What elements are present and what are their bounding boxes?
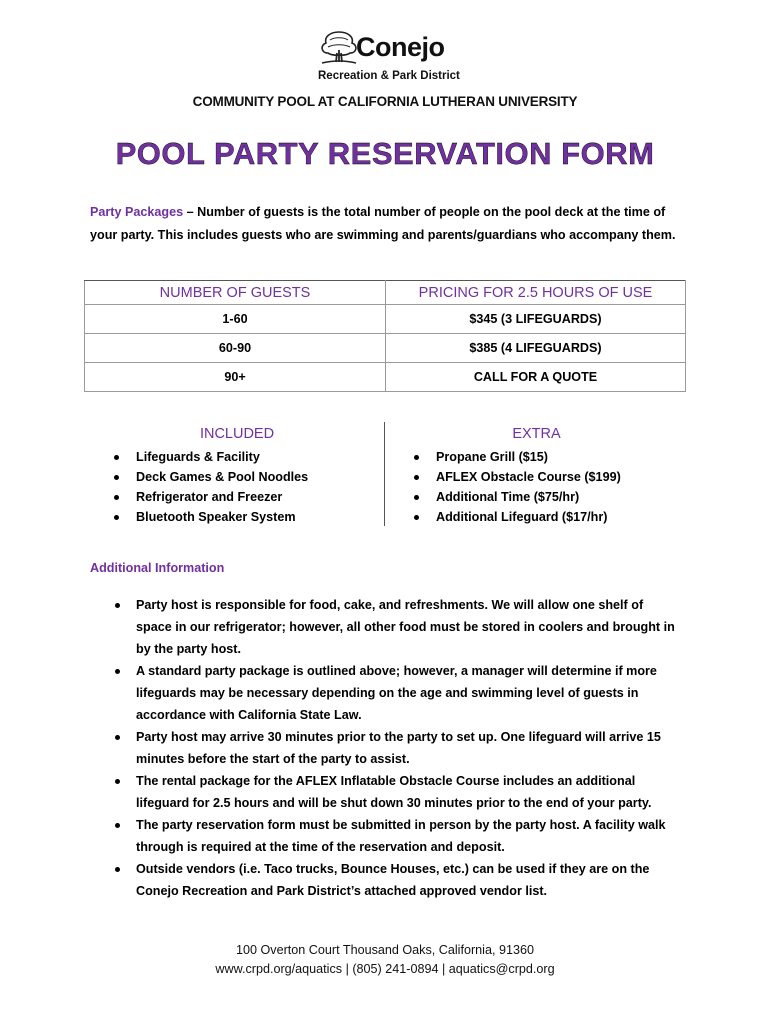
list-item: Lifeguards & Facility [110,447,308,467]
intro-paragraph [90,201,690,247]
list-item: Additional Lifeguard ($17/hr) [410,507,621,527]
included-heading: INCLUDED [199,426,275,442]
guests-cell: 1-60 [85,305,386,334]
list-item: Additional Time ($75/hr) [410,487,621,507]
table-row [85,305,686,334]
list-item: Refrigerator and Freezer [110,487,308,507]
list-item: The party reservation form must be submitted in person by the party host. A facility walk through is required at the time of the reservation and deposit. [110,814,680,858]
guests-cell: 60-90 [85,334,386,363]
pricing-table [84,280,686,392]
logo-name: Conejo [356,32,445,62]
header-guests: NUMBER OF GUESTS [85,281,386,305]
facility-title: COMMUNITY POOL AT CALIFORNIA LUTHERAN UNIVERSITY [192,94,578,109]
list-item: Outside vendors (i.e. Taco trucks, Bounce Houses, etc.) can be used if they are on the Conejo Recreation and Park District’s attached approved vendor list. [110,858,680,902]
footer-address: 100 Overton Court Thousand Oaks, California, 91360 [236,943,534,957]
list-item: The rental package for the AFLEX Inflatable Obstacle Course includes an additional lifeguard for 2.5 hours and will be shut down 30 minutes prior to the end of your party. [110,770,680,814]
intro-text: – Number of guests is the total number of people on the pool deck at the time of your party. This includes guests who are swimming and parents/guardians who accompany them. [90,205,676,242]
list-item: Bluetooth Speaker System [110,507,308,527]
additional-info-heading: Additional Information [90,561,225,575]
intro-label: Party Packages [90,205,184,219]
list-item: A standard party package is outlined above; however, a manager will determine if more lifeguards may be necessary depending on the age and swimming level of guests in accordance with California State Law. [110,660,680,726]
header-pricing: PRICING FOR 2.5 HOURS OF USE [386,281,686,305]
logo-subtitle: Recreation & Park District [318,70,460,82]
list-item: Propane Grill ($15) [410,447,621,467]
extra-list [410,447,621,527]
additional-info-list [110,594,680,902]
price-cell: $385 (4 LIFEGUARDS) [386,334,686,363]
table-row [85,363,686,392]
form-title: POOL PARTY RESERVATION FORM [115,136,655,171]
included-extra-section [90,420,690,526]
table-row [85,334,686,363]
table-header-row [85,281,686,305]
extra-heading: EXTRA [512,426,561,442]
list-item: Party host is responsible for food, cake, and refreshments. We will allow one shelf of space in our refrigerator; however, all other food must be stored in coolers and brought in by the party host. [110,594,680,660]
guests-cell: 90+ [85,363,386,392]
footer-contact: www.crpd.org/aquatics | (805) 241-0894 | aquatics@crpd.org [215,962,555,976]
list-item: Party host may arrive 30 minutes prior to the party to set up. One lifeguard will arrive 15 minutes before the start of the party to assist. [110,726,680,770]
logo [318,28,478,88]
footer [0,941,770,979]
price-cell: $345 (3 LIFEGUARDS) [386,305,686,334]
price-cell: CALL FOR A QUOTE [386,363,686,392]
included-list [110,447,308,527]
list-item: AFLEX Obstacle Course ($199) [410,467,621,487]
list-item: Deck Games & Pool Noodles [110,467,308,487]
oak-tree-icon [318,28,360,68]
